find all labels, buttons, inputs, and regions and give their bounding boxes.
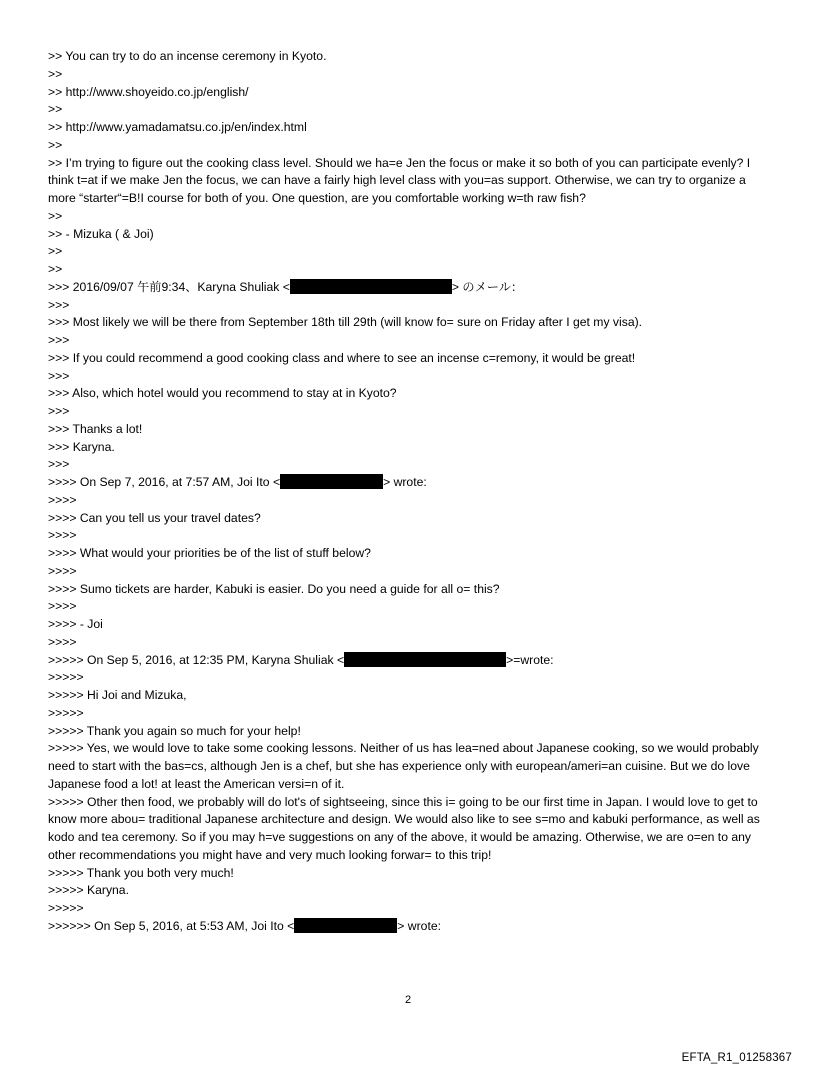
email-line: >>>>>	[48, 670, 84, 685]
email-line: >>	[48, 244, 63, 259]
email-line: >>>>>	[48, 901, 84, 915]
quoted-block-karyna-2	[48, 669, 770, 918]
email-line: >>>> Can you tell us your travel dates?	[48, 510, 261, 525]
redacted-email	[290, 279, 452, 294]
email-line: >>>>> Karyna.	[48, 883, 129, 898]
reply-header-karyna-2: >>>>> On Sep 5, 2016, at 12:35 PM, Karyna Shuliak < >=wrote:	[48, 652, 554, 667]
page-number: 2	[404, 994, 412, 1006]
email-line: >>>>	[48, 528, 77, 543]
email-line: >> http://www.yamadamatsu.co.jp/en/index.html	[48, 120, 307, 134]
email-line: >> http://www.shoyeido.co.jp/english/	[48, 84, 249, 99]
email-line: >>>	[48, 333, 70, 347]
email-line: >>	[48, 102, 63, 117]
email-line: >>	[48, 262, 63, 276]
email-line: >>>> Sumo tickets are harder, Kabuki is easier. Do you need a guide for all o= this?	[48, 581, 500, 596]
email-line: >>	[48, 137, 63, 152]
email-line: >>> Most likely we will be there from September 18th till 29th (will know fo= sure on Friday after I get my visa).	[48, 315, 643, 330]
email-line: >>>>	[48, 492, 77, 507]
redacted-email	[280, 474, 383, 489]
reply-header-karyna-1: >>> 2016/09/07 午前9:34、Karyna Shuliak < > のメール：	[48, 279, 524, 294]
email-line: >> I’m trying to figure out the cooking class level. Should we ha=e Jen the focus or make it so both of you can participate evenly? I think t=at if we make Jen the focus, we can have a fairly high level class with you=as support. Otherwise, we can try to organize a more “starter“=B!I course for both of you. One question, are you comfortable working w=th raw fish?	[48, 155, 751, 205]
email-line: >>> If you could recommend a good cooking class and where to see an incense c=remony, it would be great!	[48, 350, 636, 365]
bates-number: EFTA_R1_01258367	[681, 1052, 792, 1064]
email-line: >>>>> Yes, we would love to take some cooking lessons. Neither of us has lea=ned about Japanese cooking, so we would probably need to start with the bas=cs, although Jen is a chef, but she has experience only with european/ameri=an cuisine. But we do love Japanese food a lot! at least the American versi=n of it.	[48, 741, 759, 791]
email-line: >>>>	[48, 563, 77, 578]
email-line: >>	[48, 66, 63, 81]
email-line: >> You can try to do an incense ceremony in Kyoto.	[48, 49, 327, 63]
email-line: >>>	[48, 297, 70, 312]
quoted-block-mizuka	[48, 48, 770, 279]
email-line: >>>>> Thank you both very much!	[48, 865, 234, 880]
email-line: >>>> - Joi	[48, 617, 103, 631]
email-line: >>> Karyna.	[48, 439, 115, 454]
email-line: >>>	[48, 457, 70, 472]
quoted-block-joi	[48, 492, 770, 652]
email-line: >>	[48, 208, 63, 223]
email-line: >>> Thanks a lot!	[48, 421, 143, 436]
email-line: >>>> What would your priorities be of the list of stuff below?	[48, 546, 371, 560]
email-line: >>>>> Hi Joi and Mizuka,	[48, 688, 187, 702]
email-line: >>>	[48, 404, 70, 418]
reply-header-joi-1: >>>> On Sep 7, 2016, at 7:57 AM, Joi Ito < > wrote:	[48, 475, 427, 489]
redacted-email	[294, 918, 397, 933]
email-line: >> - Mizuka ( & Joi)	[48, 226, 154, 241]
email-line: >>>>>	[48, 705, 84, 720]
email-line: >>>>	[48, 634, 77, 649]
redacted-email	[344, 652, 506, 667]
email-line: >>> Also, which hotel would you recommend to stay at in Kyoto?	[48, 386, 397, 401]
email-line: >>>>	[48, 599, 77, 614]
email-thread-body	[48, 48, 770, 936]
quoted-block-karyna-1	[48, 297, 770, 475]
email-line: >>>>> Other then food, we probably will do lot's of sightseeing, since this i= going to be our first time in Japan. I would love to get to know more abou= traditional Japanese architecture and design. We would also like to see s=mo and kabuki performance, as well as kodo and tea ceremony. So if you may h=ve suggestions on any of the above, it would be amazing. Otherwise, we are o=en to any other recommendations you might have and very much looking forwar= to this trip!	[48, 794, 760, 862]
reply-header-joi-2: >>>>>> On Sep 5, 2016, at 5:53 AM, Joi Ito < > wrote:	[48, 918, 441, 933]
email-line: >>>>> Thank you again so much for your help!	[48, 723, 301, 738]
email-line: >>>	[48, 368, 70, 383]
